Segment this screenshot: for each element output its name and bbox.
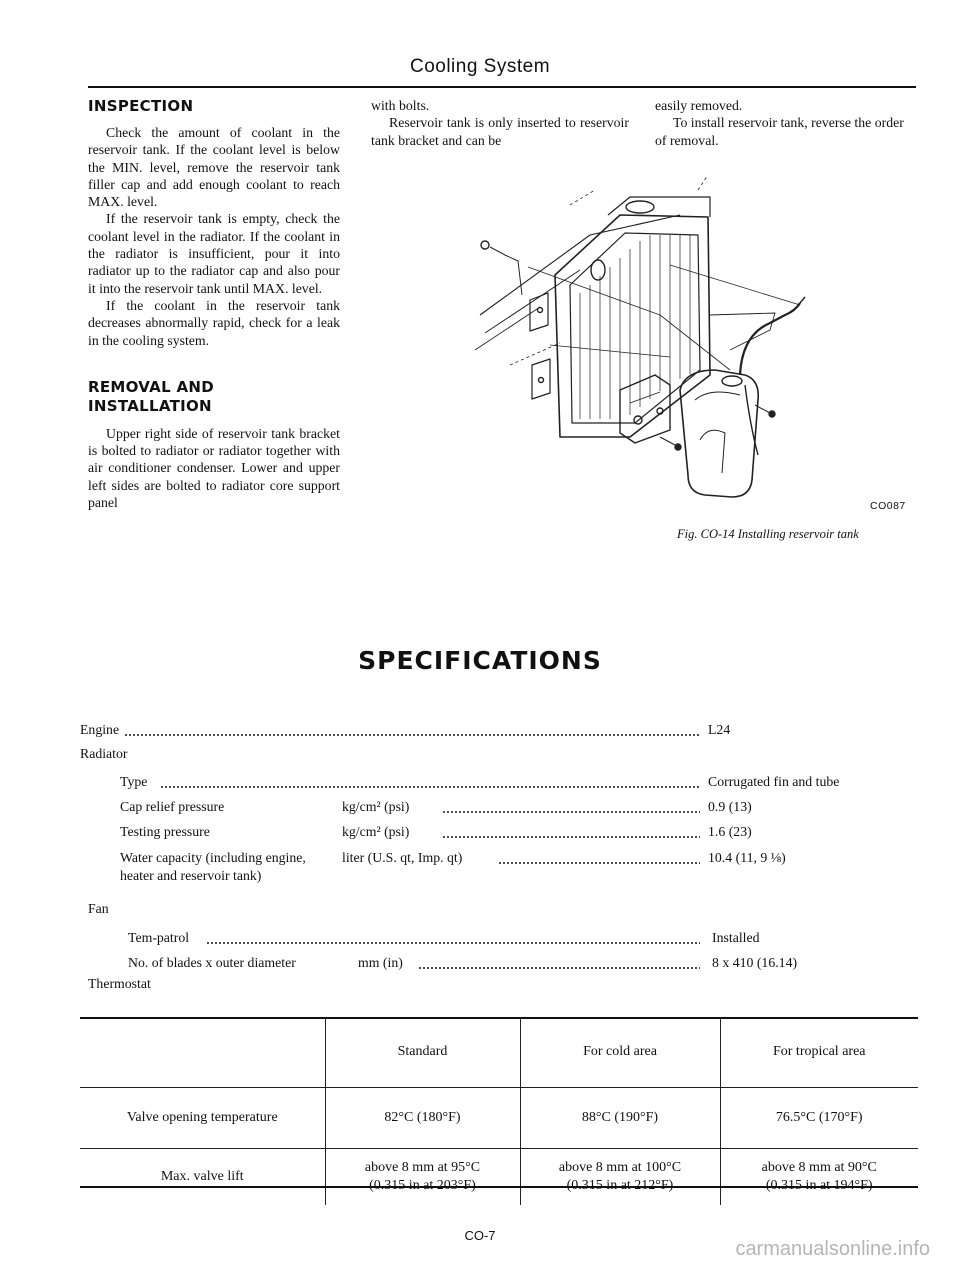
inspection-paragraph-1: Check the amount of coolant in the reservoir tank. If the coolant level is below the MIN. level, remove the reservoir tank filler cap and add enough coolant to reach MAX. level. — [88, 125, 340, 210]
spec-engine-leader — [124, 733, 700, 737]
right-column — [655, 97, 913, 149]
spec-radiator-label: Radiator — [80, 746, 128, 761]
spec-tempatrol-value: Installed — [712, 930, 760, 945]
max-lift-tropical-line2: (0.315 in at 194°F) — [765, 1177, 873, 1193]
valve-opening-tropical: 76.5°C (170°F) — [720, 1087, 918, 1148]
max-lift-standard-line2: (0.315 in at 203°F) — [369, 1177, 476, 1193]
valve-opening-cold: 88°C (190°F) — [520, 1087, 720, 1148]
max-lift-tropical — [720, 1148, 918, 1205]
removal-heading-line2: INSTALLATION — [88, 396, 212, 415]
left-column — [88, 97, 340, 511]
thermostat-table — [80, 1018, 918, 1205]
spec-type-label: Type — [120, 774, 148, 789]
spec-thermostat-label: Thermostat — [88, 976, 151, 991]
table-header-empty — [80, 1018, 325, 1087]
spec-water-label-line1: Water capacity (including engine, — [120, 850, 306, 865]
row-label-max-lift: Max. valve lift — [160, 1168, 244, 1184]
valve-opening-standard: 82°C (180°F) — [325, 1087, 520, 1148]
spec-engine-label: Engine — [80, 722, 120, 737]
reservoir-tank-diagram — [470, 175, 810, 505]
spec-cap-label: Cap relief pressure — [120, 799, 225, 814]
inspection-paragraph-2: If the reservoir tank is empty, check the coolant level in the radiator. If the coolant in the radiator is insufficient, pour it into radiator up to the radiator cap and also pour it into the reservoir tank until MAX. level. — [88, 211, 340, 296]
max-lift-cold-line1: above 8 mm at 100°C — [558, 1159, 682, 1175]
table-header-standard: Standard — [325, 1018, 520, 1087]
table-row — [80, 1148, 918, 1205]
max-lift-standard-line1: above 8 mm at 95°C — [364, 1159, 481, 1175]
spec-cap-leader — [442, 810, 700, 814]
spec-testing-leader — [442, 835, 700, 839]
removal-heading-line1: REMOVAL AND — [88, 377, 214, 396]
spec-water-label-line2: heater and reservoir tank) — [120, 868, 262, 883]
page-header-title: Cooling System — [409, 56, 551, 77]
inspection-paragraph-3: If the coolant in the reservoir tank decreases abnormally rapid, check for a leak in the cooling system. — [88, 297, 340, 348]
spec-blades-label: No. of blades x outer diameter — [128, 955, 296, 970]
removal-paragraph-3: To install reservoir tank, reverse the order of removal. — [655, 115, 904, 148]
spec-tempatrol-label: Tem-patrol — [128, 930, 190, 945]
spec-testing-label: Testing pressure — [120, 824, 210, 839]
spec-engine-value: L24 — [708, 722, 731, 737]
spec-water-value: 10.4 (11, 9 ⅛) — [708, 850, 786, 865]
middle-column — [371, 97, 629, 149]
removal-continuation-2: easily removed. — [655, 98, 743, 113]
spec-fan-label: Fan — [88, 901, 109, 916]
table-row — [80, 1087, 918, 1148]
table-header-cold: For cold area — [520, 1018, 720, 1087]
spec-cap-unit: kg/cm² (psi) — [342, 799, 410, 814]
spec-testing-value: 1.6 (23) — [708, 824, 752, 839]
watermark: carmanualsonline.info — [735, 1238, 930, 1260]
table-header-tropical: For tropical area — [720, 1018, 918, 1087]
inspection-heading: INSPECTION — [88, 97, 194, 115]
spec-cap-value: 0.9 (13) — [708, 799, 752, 814]
table-header-row — [80, 1018, 918, 1087]
spec-water-leader — [498, 861, 700, 865]
header-rule — [88, 86, 916, 88]
specifications-heading: SPECIFICATIONS — [358, 646, 602, 675]
removal-paragraph-2: Reservoir tank is only inserted to reservoir tank bracket and can be — [371, 115, 629, 148]
spec-type-value: Corrugated fin and tube — [708, 774, 840, 789]
max-lift-cold-line2: (0.315 in at 212°F) — [566, 1177, 674, 1193]
removal-continuation: with bolts. — [371, 98, 430, 113]
table-bottom-rule — [80, 1186, 918, 1188]
figure-code: CO087 — [870, 500, 906, 512]
row-label-valve-opening: Valve opening temperature — [80, 1087, 325, 1148]
max-lift-tropical-line1: above 8 mm at 90°C — [761, 1159, 877, 1175]
spec-blades-value: 8 x 410 (16.14) — [712, 955, 798, 970]
page-number: CO-7 — [464, 1228, 496, 1243]
spec-testing-unit: kg/cm² (psi) — [342, 824, 410, 839]
max-lift-standard — [325, 1148, 520, 1205]
spec-blades-leader — [418, 966, 700, 970]
figure-caption: Fig. CO-14 Installing reservoir tank — [677, 527, 859, 541]
spec-tempatrol-leader — [206, 941, 700, 945]
spec-blades-unit: mm (in) — [358, 955, 403, 970]
max-lift-cold — [520, 1148, 720, 1205]
spec-water-unit: liter (U.S. qt, Imp. qt) — [342, 850, 463, 865]
removal-paragraph: Upper right side of reservoir tank bracket is bolted to radiator or radiator together with air conditioner condenser. Lower and upper left sides are bolted to radiator core support panel — [88, 425, 340, 511]
spec-type-leader — [160, 785, 700, 789]
